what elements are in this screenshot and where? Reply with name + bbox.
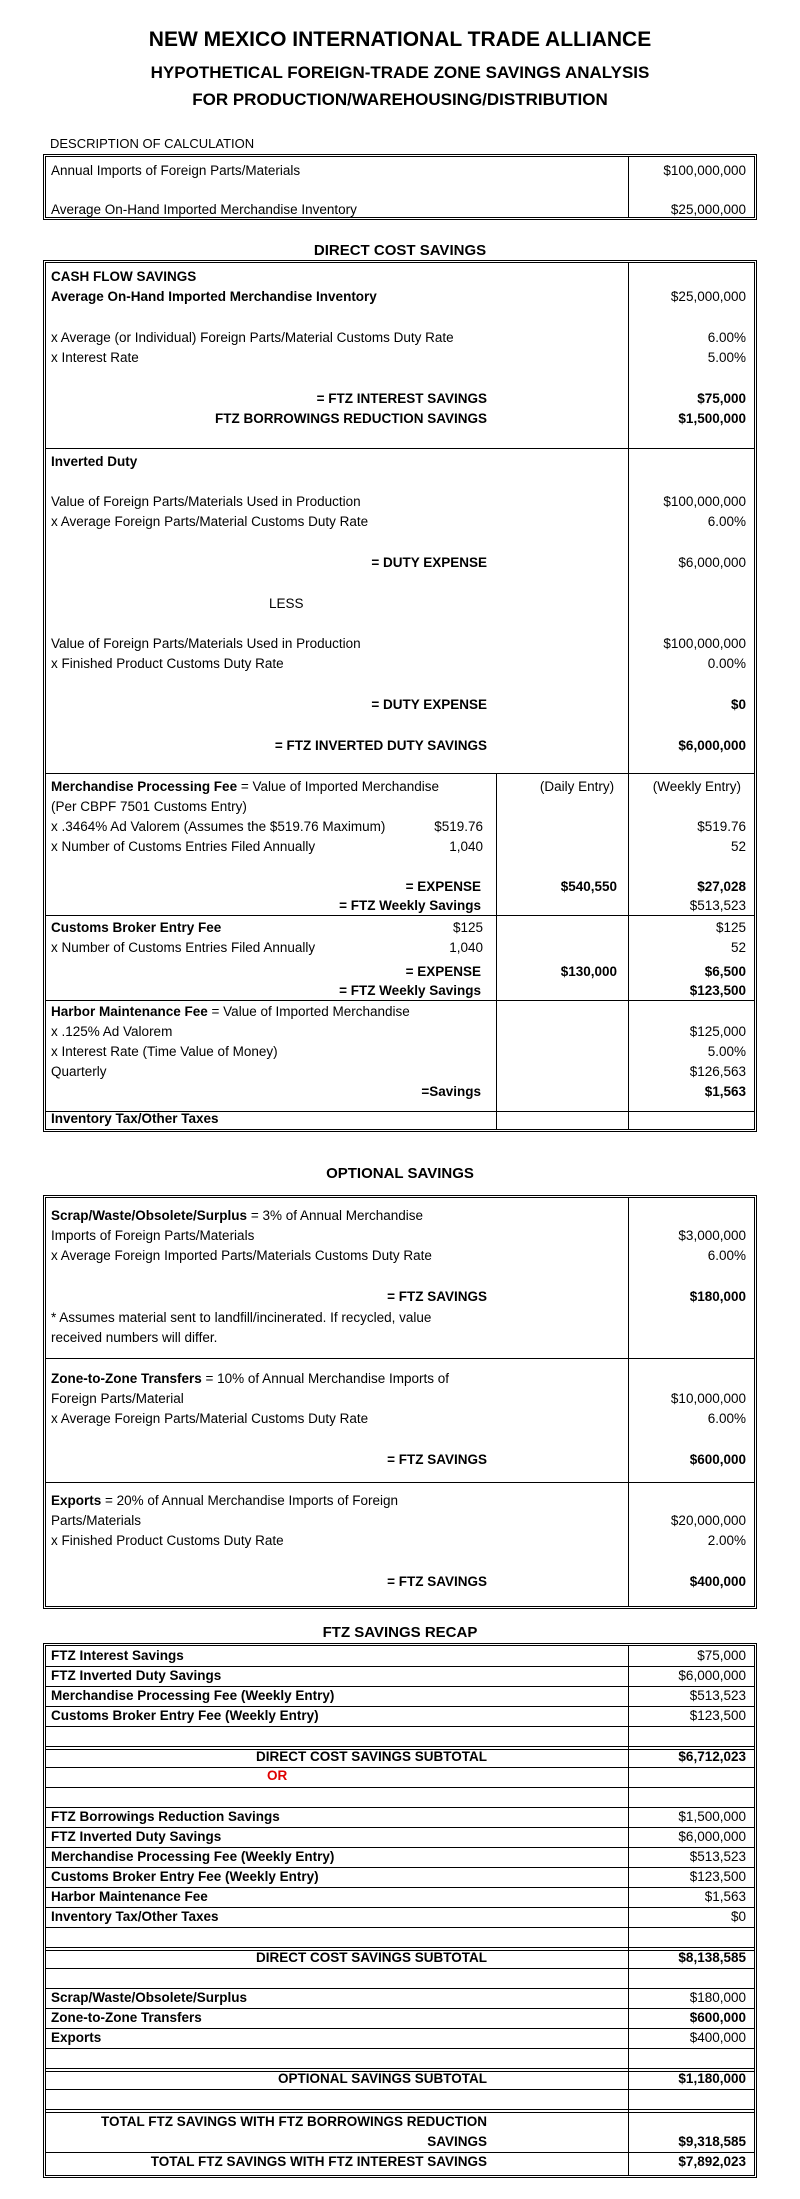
optional-savings-heading: OPTIONAL SAVINGS — [326, 1165, 474, 1182]
page-title: NEW MEXICO INTERNATIONAL TRADE ALLIANCE — [148, 28, 652, 51]
recap-broker-value: $123,500 — [689, 1708, 746, 1723]
scrap-note-line2: received numbers will differ. — [51, 1330, 218, 1345]
recap-subtotal3-value: $1,180,000 — [678, 2071, 746, 2086]
recap-total1-line2: SAVINGS — [427, 2134, 487, 2149]
inverted-savings-label: = FTZ INVERTED DUTY SAVINGS — [274, 738, 487, 753]
mpf-weekly-savings-label: = FTZ Weekly Savings — [339, 898, 481, 913]
mpf-expense-daily: $540,550 — [560, 879, 617, 894]
optional-savings-box — [43, 1195, 757, 1609]
exports-imports-label: Parts/Materials — [51, 1513, 142, 1528]
ftz-borrowings-value: $1,500,000 — [678, 411, 746, 426]
daily-entry-header: (Daily Entry) — [539, 779, 615, 794]
mpf-heading: Merchandise Processing Fee — [51, 779, 238, 794]
recap-inverted-value: $6,000,000 — [678, 1668, 746, 1683]
harbor-ad-valorem-value: $125,000 — [689, 1024, 746, 1039]
scrap-heading: Scrap/Waste/Obsolete/Surplus — [51, 1208, 248, 1223]
inv-value2-label: Value of Foreign Parts/Materials Used in Production — [51, 636, 361, 651]
scrap-imports-label: Imports of Foreign Parts/Materials — [51, 1228, 255, 1243]
recap-total1-line1: TOTAL FTZ SAVINGS WITH FTZ BORROWINGS REDUCTION — [101, 2114, 487, 2129]
broker-entries-daily: 1,040 — [449, 940, 483, 955]
broker-heading: Customs Broker Entry Fee — [51, 920, 222, 935]
recap-broker-label: Customs Broker Entry Fee (Weekly Entry) — [51, 1708, 319, 1723]
zone-heading: Zone-to-Zone Transfers — [51, 1371, 202, 1386]
exports-duty-rate-value: 2.00% — [707, 1533, 746, 1548]
recap-interest-label: FTZ Interest Savings — [51, 1648, 184, 1663]
recap-mpf-label: Merchandise Processing Fee (Weekly Entry) — [51, 1688, 335, 1703]
direct-cost-heading: DIRECT COST SAVINGS — [313, 242, 487, 259]
exports-heading: Exports — [51, 1493, 102, 1508]
recap-subtotal3-label: OPTIONAL SAVINGS SUBTOTAL — [277, 2071, 487, 2086]
cash-duty-rate-value: 6.00% — [707, 330, 746, 345]
scrap-savings-value: $180,000 — [689, 1289, 746, 1304]
inverted-duty-heading: Inverted Duty — [51, 454, 138, 469]
direct-cost-box — [43, 260, 757, 1132]
broker-fee-daily: $125 — [452, 920, 483, 935]
duty-expense-label: = DUTY EXPENSE — [371, 555, 487, 570]
ftz-borrowings-label: FTZ BORROWINGS REDUCTION SAVINGS — [215, 411, 487, 426]
zone-savings-label: = FTZ SAVINGS — [387, 1452, 487, 1467]
cash-duty-rate-label: x Average (or Individual) Foreign Parts/Material Customs Duty Rate — [51, 330, 454, 345]
scrap-heading-rest: = 3% of Annual Merchandise — [247, 1208, 424, 1223]
broker-fee-weekly: $125 — [715, 920, 746, 935]
ftz-interest-savings-label: = FTZ INTEREST SAVINGS — [316, 391, 487, 406]
weekly-entry-header: (Weekly Entry) — [652, 779, 741, 794]
inventory-tax-label: Inventory Tax/Other Taxes — [51, 1111, 219, 1126]
inventory-value: $25,000,000 — [670, 202, 746, 217]
exports-savings-label: = FTZ SAVINGS — [387, 1574, 487, 1589]
mpf-ad-valorem-label: x .3464% Ad Valorem (Assumes the $519.76 Maximum) — [51, 819, 386, 834]
recap-total2-label: TOTAL FTZ SAVINGS WITH FTZ INTEREST SAVINGS — [150, 2154, 487, 2169]
recap-broker2-value: $123,500 — [689, 1869, 746, 1884]
exports-savings-value: $400,000 — [689, 1574, 746, 1589]
inv-value-label: Value of Foreign Parts/Materials Used in Production — [51, 494, 361, 509]
recap-box — [43, 1643, 757, 2178]
zone-imports-label: Foreign Parts/Material — [51, 1391, 184, 1406]
ftz-interest-savings-value: $75,000 — [697, 391, 746, 406]
recap-subtotal2-label: DIRECT COST SAVINGS SUBTOTAL — [255, 1950, 487, 1965]
inv-duty-rate-value: 6.00% — [707, 514, 746, 529]
recap-broker2-label: Customs Broker Entry Fee (Weekly Entry) — [51, 1869, 319, 1884]
recap-exports-value: $400,000 — [689, 2030, 746, 2045]
recap-scrap-value: $180,000 — [689, 1990, 746, 2005]
inv-duty-rate-label: x Average Foreign Parts/Material Customs Duty Rate — [51, 514, 369, 529]
scrap-savings-label: = FTZ SAVINGS — [387, 1289, 487, 1304]
page-subtitle-1: HYPOTHETICAL FOREIGN-TRADE ZONE SAVINGS ANALYSIS — [150, 63, 650, 82]
finished-rate-value: 0.00% — [707, 656, 746, 671]
mpf-weekly-savings-value: $513,523 — [689, 898, 746, 913]
scrap-imports-value: $3,000,000 — [678, 1228, 746, 1243]
harbor-heading: Harbor Maintenance Fee — [51, 1004, 208, 1019]
cash-flow-heading: CASH FLOW SAVINGS — [51, 269, 197, 284]
duty-expense2-value: $0 — [730, 697, 746, 712]
mpf-heading-rest: = Value of Imported Merchandise — [237, 779, 440, 794]
inv-value-value: $100,000,000 — [663, 494, 746, 509]
scrap-duty-rate-value: 6.00% — [707, 1248, 746, 1263]
mpf-ad-valorem-daily: $519.76 — [434, 819, 483, 834]
recap-scrap-label: Scrap/Waste/Obsolete/Surplus — [51, 1990, 248, 2005]
cash-interest-rate-label: x Interest Rate — [51, 350, 139, 365]
cash-inventory-value: $25,000,000 — [670, 289, 746, 304]
description-box — [43, 154, 757, 220]
scrap-duty-rate-label: x Average Foreign Imported Parts/Materials Customs Duty Rate — [51, 1248, 432, 1263]
recap-inventory-tax-value: $0 — [730, 1909, 746, 1924]
zone-duty-rate-value: 6.00% — [707, 1411, 746, 1426]
finished-rate-label: x Finished Product Customs Duty Rate — [51, 656, 284, 671]
broker-weekly-savings-label: = FTZ Weekly Savings — [339, 983, 481, 998]
harbor-savings-value: $1,563 — [704, 1084, 746, 1099]
less-label: LESS — [269, 596, 304, 611]
exports-imports-value: $20,000,000 — [670, 1513, 746, 1528]
mpf-cbpf-label: (Per CBPF 7501 Customs Entry) — [51, 799, 247, 814]
inventory-label: Average On-Hand Imported Merchandise Inventory — [51, 202, 357, 217]
description-label: DESCRIPTION OF CALCULATION — [50, 136, 255, 151]
exports-duty-rate-label: x Finished Product Customs Duty Rate — [51, 1533, 284, 1548]
mpf-ad-valorem-weekly: $519.76 — [697, 819, 746, 834]
recap-borrowings-label: FTZ Borrowings Reduction Savings — [51, 1809, 280, 1824]
recap-total2-value: $7,892,023 — [678, 2154, 746, 2169]
mpf-entries-label: x Number of Customs Entries Filed Annually — [51, 839, 316, 854]
zone-heading-rest: = 10% of Annual Merchandise Imports of — [201, 1371, 450, 1386]
recap-inverted2-value: $6,000,000 — [678, 1829, 746, 1844]
recap-harbor-value: $1,563 — [704, 1889, 746, 1904]
recap-subtotal1-value: $6,712,023 — [678, 1749, 746, 1764]
recap-subtotal1-label: DIRECT COST SAVINGS SUBTOTAL — [255, 1749, 487, 1764]
annual-imports-label: Annual Imports of Foreign Parts/Materials — [51, 163, 301, 178]
recap-borrowings-value: $1,500,000 — [678, 1809, 746, 1824]
recap-heading: FTZ SAVINGS RECAP — [322, 1624, 478, 1641]
recap-mpf2-label: Merchandise Processing Fee (Weekly Entry) — [51, 1849, 335, 1864]
duty-expense-value: $6,000,000 — [678, 555, 746, 570]
recap-inverted2-label: FTZ Inverted Duty Savings — [51, 1829, 222, 1844]
page-subtitle-2: FOR PRODUCTION/WAREHOUSING/DISTRIBUTION — [192, 90, 608, 109]
broker-expense-daily: $130,000 — [560, 964, 617, 979]
harbor-heading-rest: = Value of Imported Merchandise — [207, 1004, 410, 1019]
recap-or-label: OR — [267, 1768, 288, 1783]
broker-entries-weekly: 52 — [730, 940, 746, 955]
mpf-expense-label: = EXPENSE — [405, 879, 481, 894]
broker-expense-label: = EXPENSE — [405, 964, 481, 979]
harbor-interest-label: x Interest Rate (Time Value of Money) — [51, 1044, 278, 1059]
harbor-savings-label: =Savings — [421, 1084, 481, 1099]
recap-zone-label: Zone-to-Zone Transfers — [51, 2010, 202, 2025]
zone-duty-rate-label: x Average Foreign Parts/Material Customs Duty Rate — [51, 1411, 369, 1426]
harbor-quarterly-value: $126,563 — [689, 1064, 746, 1079]
harbor-ad-valorem-label: x .125% Ad Valorem — [51, 1024, 173, 1039]
duty-expense2-label: = DUTY EXPENSE — [371, 697, 487, 712]
mpf-expense-weekly: $27,028 — [697, 879, 746, 894]
recap-mpf2-value: $513,523 — [689, 1849, 746, 1864]
annual-imports-value: $100,000,000 — [663, 163, 746, 178]
cash-inventory-label: Average On-Hand Imported Merchandise Inventory — [51, 289, 377, 304]
recap-inverted-label: FTZ Inverted Duty Savings — [51, 1668, 222, 1683]
recap-total1-value: $9,318,585 — [678, 2134, 746, 2149]
zone-savings-value: $600,000 — [689, 1452, 746, 1467]
recap-subtotal2-value: $8,138,585 — [678, 1950, 746, 1965]
cash-interest-rate-value: 5.00% — [707, 350, 746, 365]
scrap-note-line1: * Assumes material sent to landfill/incinerated. If recycled, value — [51, 1310, 432, 1325]
harbor-interest-value: 5.00% — [707, 1044, 746, 1059]
recap-zone-value: $600,000 — [689, 2010, 746, 2025]
inverted-savings-value: $6,000,000 — [678, 738, 746, 753]
mpf-entries-weekly: 52 — [730, 839, 746, 854]
harbor-quarterly-label: Quarterly — [51, 1064, 107, 1079]
recap-inventory-tax-label: Inventory Tax/Other Taxes — [51, 1909, 219, 1924]
broker-weekly-savings-value: $123,500 — [689, 983, 746, 998]
broker-entries-label: x Number of Customs Entries Filed Annually — [51, 940, 316, 955]
inv-value2-value: $100,000,000 — [663, 636, 746, 651]
recap-harbor-label: Harbor Maintenance Fee — [51, 1889, 208, 1904]
broker-expense-weekly: $6,500 — [704, 964, 746, 979]
exports-heading-rest: = 20% of Annual Merchandise Imports of Foreign — [101, 1493, 399, 1508]
recap-mpf-value: $513,523 — [689, 1688, 746, 1703]
zone-imports-value: $10,000,000 — [670, 1391, 746, 1406]
recap-interest-value: $75,000 — [697, 1648, 746, 1663]
mpf-entries-daily: 1,040 — [449, 839, 483, 854]
recap-exports-label: Exports — [51, 2030, 102, 2045]
